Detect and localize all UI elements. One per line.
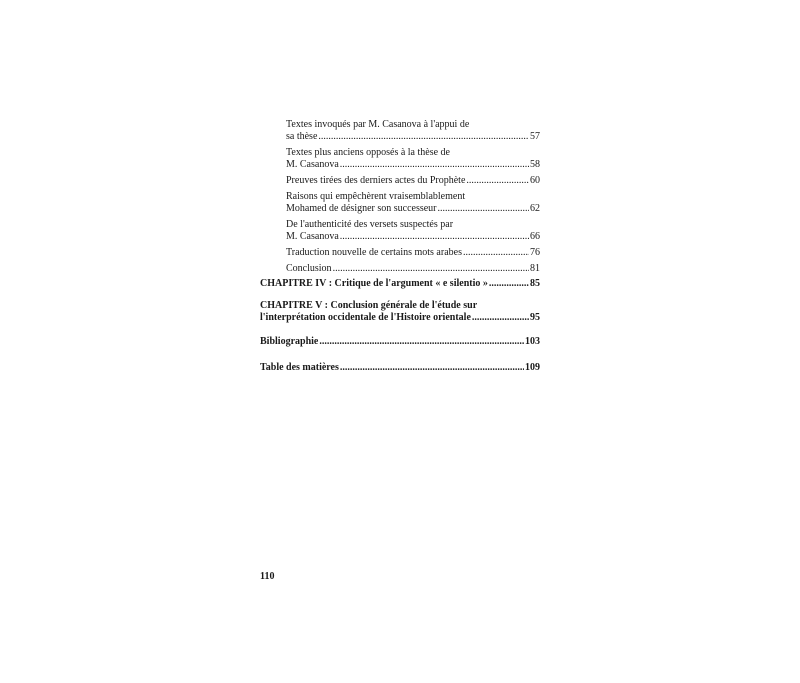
toc-chapter-title: CHAPITRE IV : Critique de l'argument « e silentio » (260, 278, 488, 289)
toc-chapter-4 (260, 278, 540, 290)
toc-entry-text: Conclusion (286, 263, 332, 274)
leader-dots (472, 312, 529, 324)
toc-entry-text: Mohamed de désigner son successeur (286, 203, 437, 214)
toc-entry-text: Textes invoqués par M. Casanova à l'appui de (286, 119, 470, 130)
toc-entry-text: M. Casanova (286, 231, 339, 242)
toc-page-number: 58 (530, 159, 540, 170)
toc-entry-4 (286, 191, 540, 215)
toc-page-number: 60 (530, 175, 540, 186)
table-of-contents (260, 119, 540, 384)
leader-dots (319, 336, 524, 348)
toc-page-number: 103 (525, 336, 540, 347)
toc-entry-text: Traduction nouvelle de certains mots arabes (286, 247, 462, 258)
toc-page-number: 95 (530, 312, 540, 323)
toc-entry-2 (286, 147, 540, 171)
toc-entry-text: De l'authenticité des versets suspectés par (286, 219, 454, 230)
toc-entry-7 (286, 263, 540, 275)
leader-dots (438, 203, 529, 215)
leader-dots (340, 159, 529, 171)
toc-entry-text: M. Casanova (286, 159, 339, 170)
toc-page-number: 109 (525, 362, 540, 373)
toc-chapter-title: l'interprétation occidentale de l'Histoire orientale (260, 312, 471, 323)
leader-dots (463, 247, 529, 259)
toc-bibliography (260, 336, 540, 348)
leader-dots (318, 131, 529, 143)
leader-dots (466, 175, 529, 187)
toc-entry-text: sa thèse (286, 131, 318, 142)
toc-chapter-title: Bibliographie (260, 336, 319, 347)
toc-page-number: 57 (530, 131, 540, 142)
toc-entry-text: Textes plus anciens opposés à la thèse de (286, 147, 450, 158)
toc-page-number: 85 (530, 278, 540, 289)
toc-page-number: 66 (530, 231, 540, 242)
toc-chapter-title: CHAPITRE V : Conclusion générale de l'étude sur (260, 300, 478, 311)
toc-table-of-contents (260, 362, 540, 374)
leader-dots (340, 231, 529, 243)
page-number: 110 (260, 571, 275, 582)
toc-chapter-5 (260, 300, 540, 324)
toc-entry-5 (286, 219, 540, 243)
toc-entry-6 (286, 247, 540, 259)
toc-entry-text: Preuves tirées des derniers actes du Prophète (286, 175, 466, 186)
toc-page-number: 62 (530, 203, 540, 214)
toc-chapter-title: Table des matières (260, 362, 339, 373)
toc-entry-text: Raisons qui empêchèrent vraisemblablement (286, 191, 466, 202)
leader-dots (340, 362, 524, 374)
toc-entry-3 (286, 175, 540, 187)
toc-entry-1 (286, 119, 540, 143)
leader-dots (333, 263, 529, 275)
toc-page-number: 76 (530, 247, 540, 258)
leader-dots (489, 278, 529, 290)
toc-page-number: 81 (530, 263, 540, 274)
